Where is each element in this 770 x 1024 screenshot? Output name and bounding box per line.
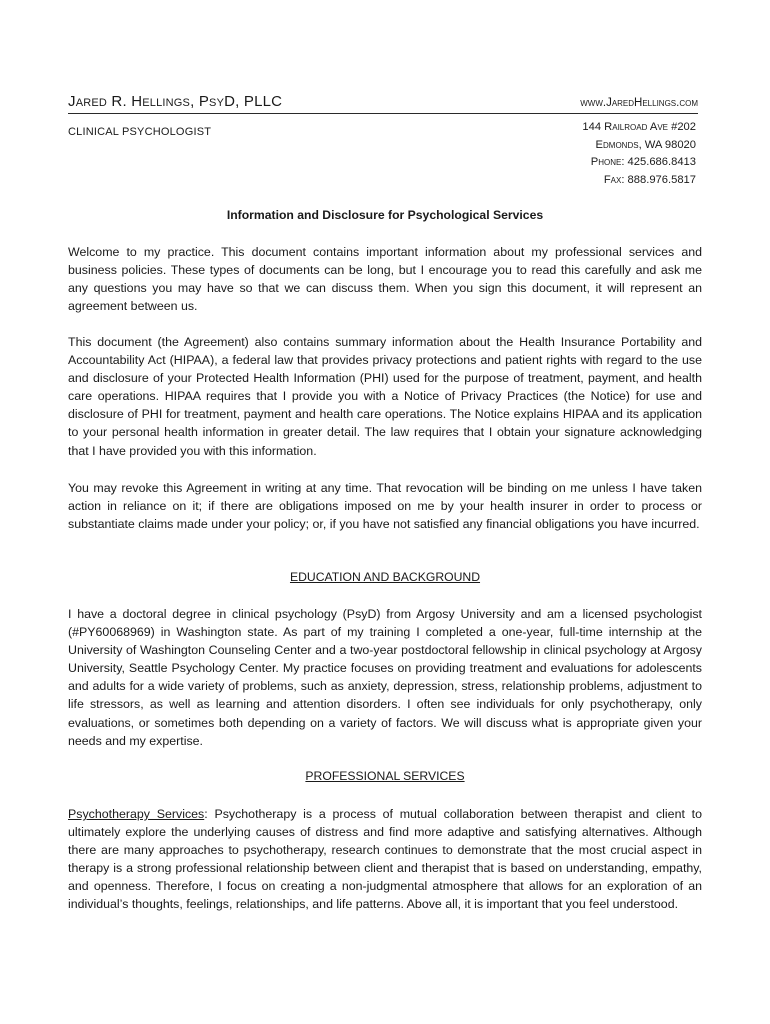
psychotherapy-label: Psychotherapy Services xyxy=(68,807,205,821)
header-divider xyxy=(68,113,698,114)
document-title: Information and Disclosure for Psychological Services xyxy=(226,208,544,222)
intro-paragraph-revocation: You may revoke this Agreement in writing at any time. That revocation will be binding on me unless I have taken action in reliance on it; if there are obligations imposed on me by your health insurer in order to process or substantiate claims made under your policy; or, if you have not satisfied any financial obligations you have incurred. xyxy=(68,481,702,532)
contact-block xyxy=(582,119,696,189)
intro-paragraph-hipaa: This document (the Agreement) also contains summary information about the Health Insurance Portability and Accountability Act (HIPAA), a federal law that provides privacy protections and patient rights with regard to the use and disclosure of your Protected Health Information (PHI) used for the purpose of treatment, payment, and health care operations. HIPAA requires that I provide you with a Notice of Privacy Practices (the Notice) for use and disclosure of PHI for treatment, payment and health care operations. The Notice explains HIPAA and its application to your personal health information in greater detail. The law requires that I obtain your signature acknowledging that I have provided you with this information. xyxy=(68,335,702,458)
intro-paragraph-welcome: Welcome to my practice. This document contains important information about my professional services and business policies. These types of documents can be long, but I encourage you to read this carefully and ask me any questions you may have so that we can discuss them. When you sign this document, it will represent an agreement between us. xyxy=(68,245,702,314)
education-paragraph: I have a doctoral degree in clinical psychology (PsyD) from Argosy University and am a licensed psychologist (#PY60068969) in Washington state. As part of my training I completed a one-year, full-time internship at the University of Washington Counseling Center and a two-year postdoctoral fellowship in clinical psychology at Argosy University, Seattle Psychology Center. My practice focuses on providing treatment and evaluations for adolescents and adults for a wide variety of problems, such as anxiety, depression, stress, relationship problems, adjustment to life stressors, as well as learning and attention disorders. I often see individuals for only psychotherapy, only evaluations, or sometimes both depending on a variety of factors. We will discuss what is appropriate given your needs and my expertise. xyxy=(68,607,702,748)
professional-title: CLINICAL PSYCHOLOGIST xyxy=(68,126,212,138)
psychotherapy-text: Psychotherapy is a process of mutual collaboration between therapist and client to ultimately explore the underlying causes of distress and find more adaptive and satisfying alternatives. Although there are many approaches to psychotherapy, research continues to demonstrate that the most crucial aspect in therapy is a strong professional relationship between client and therapist that is based on understanding, empathy, and openness. Therefore, I focus on creating a non-judgmental atmosphere that allows for an exploration of an individual’s thoughts, feelings, relationships, and life patterns. Above all, it is important that you feel understood. xyxy=(68,807,702,912)
address-line-1: 144 Railroad Ave #202 xyxy=(582,121,696,133)
services-heading: PROFESSIONAL SERVICES xyxy=(305,769,465,783)
phone-number: Phone: 425.686.8413 xyxy=(590,156,696,168)
psychotherapy-colon: : xyxy=(204,807,208,821)
website-link[interactable]: www.JaredHellings.com xyxy=(580,97,698,109)
education-heading: EDUCATION AND BACKGROUND xyxy=(289,570,481,584)
psychotherapy-paragraph xyxy=(68,805,702,914)
address-line-2: Edmonds, WA 98020 xyxy=(595,138,696,151)
fax-number: Fax: 888.976.5817 xyxy=(603,173,696,186)
practice-name: Jared R. Hellings, PsyD, PLLC xyxy=(68,93,283,110)
